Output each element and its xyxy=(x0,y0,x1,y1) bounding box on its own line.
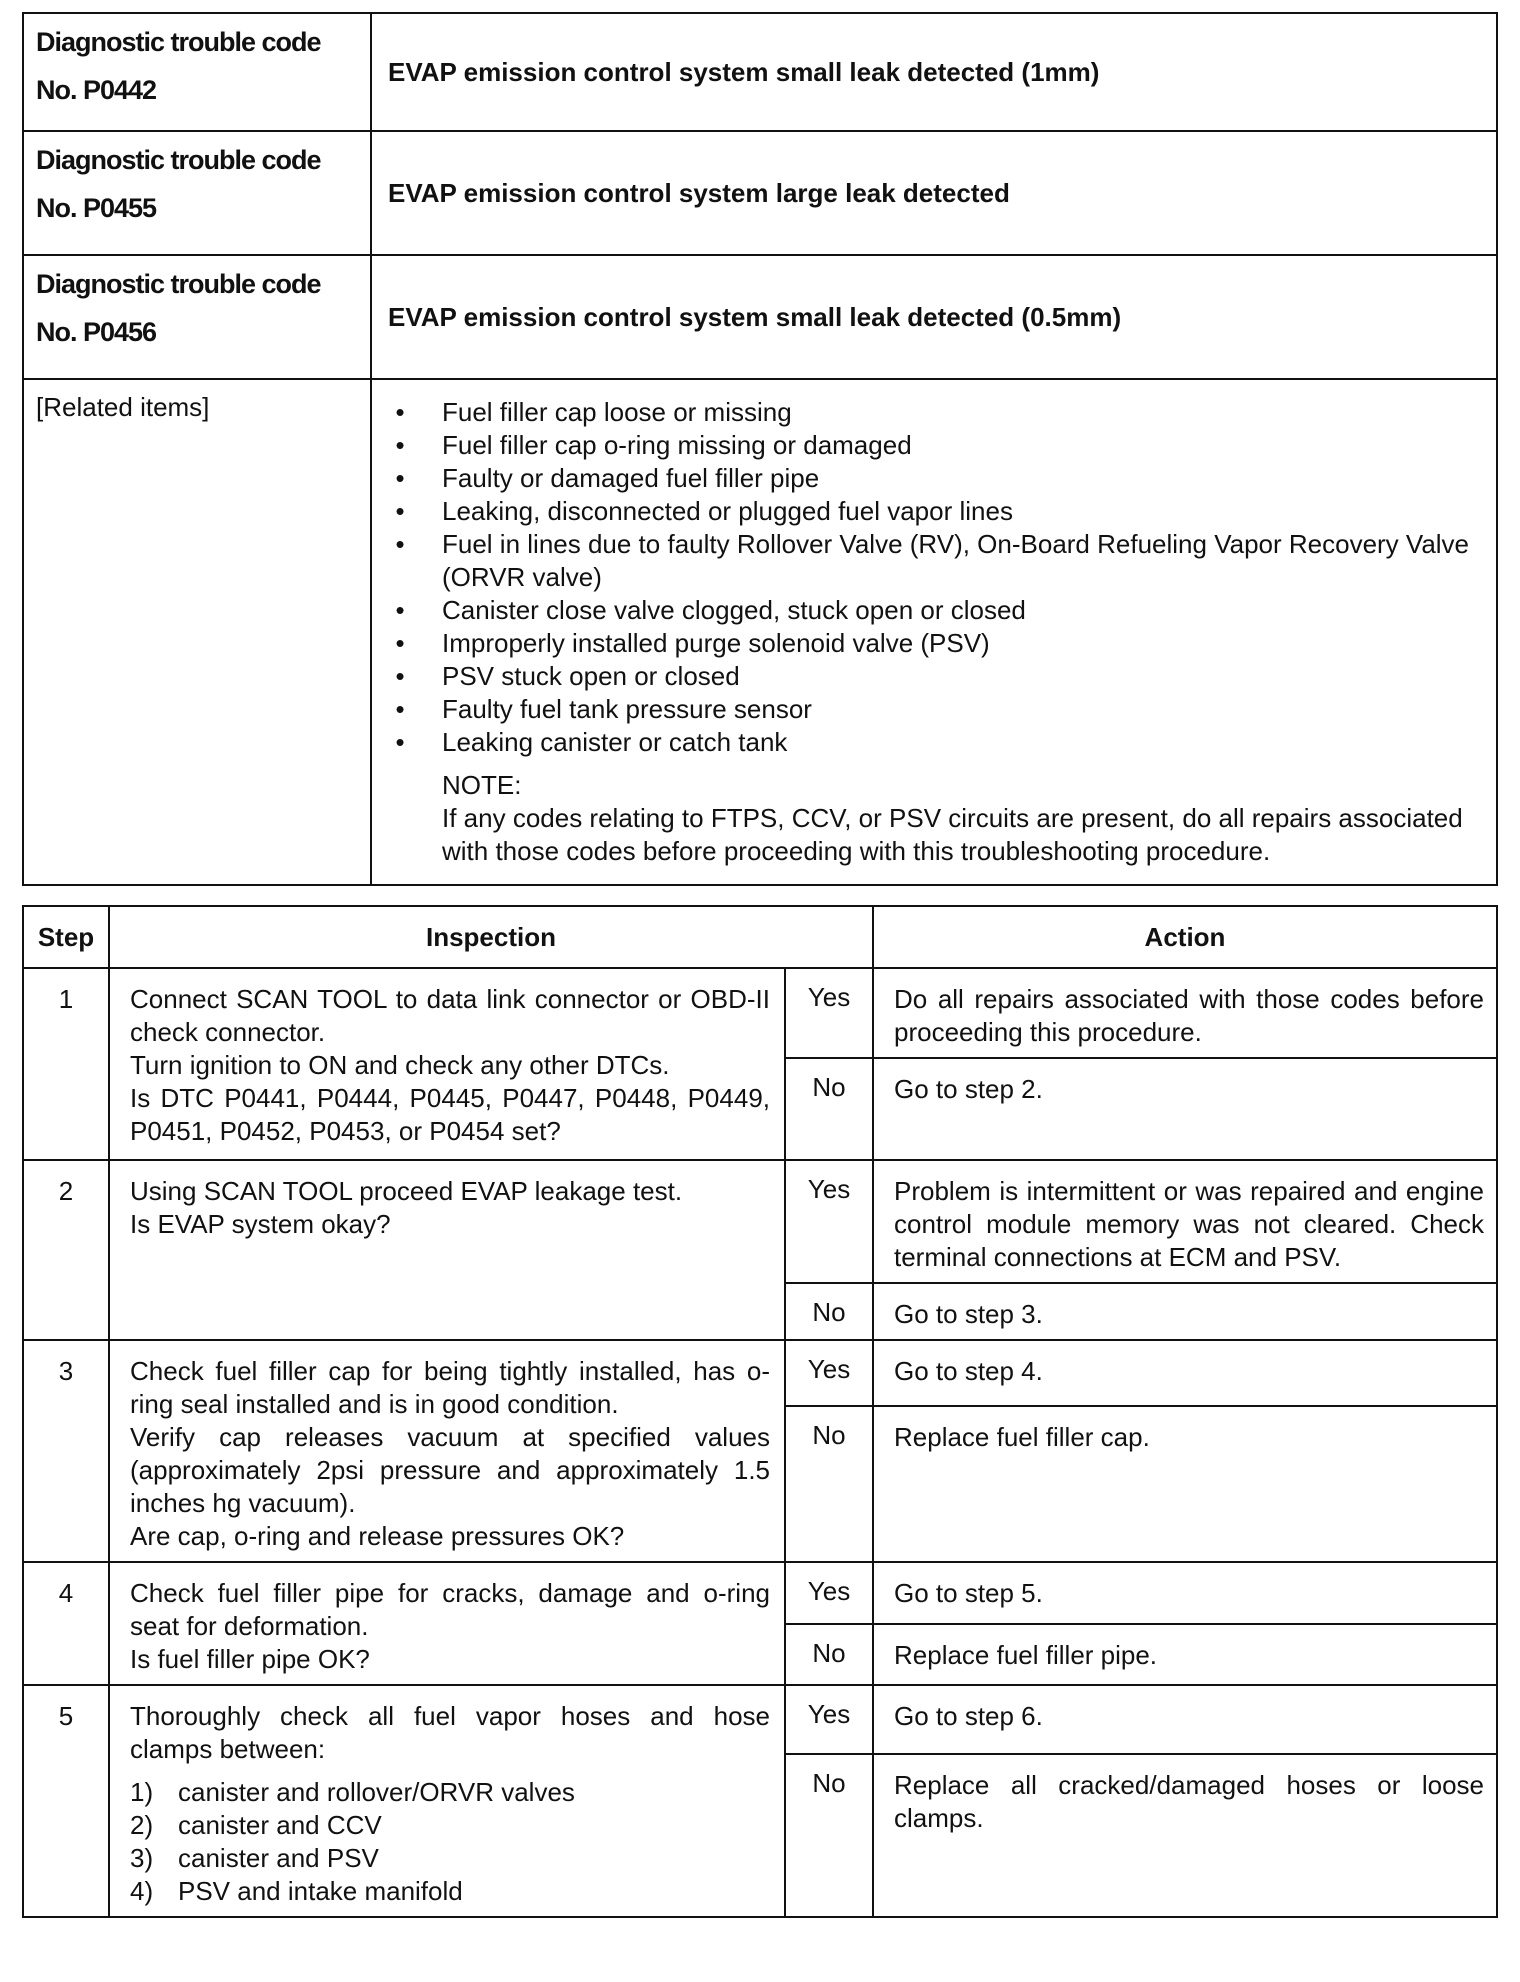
bullet-icon: • xyxy=(395,463,405,493)
related-item-text: Fuel in lines due to faulty Rollover Valve (RV), On-Board Refueling Vapor Recovery Valve (ORVR valve) xyxy=(442,529,1470,592)
related-item xyxy=(390,429,1480,462)
step-row xyxy=(23,1685,1497,1754)
related-item-text: Canister close valve clogged, stuck open or closed xyxy=(442,595,1026,625)
inspection-column-header: Inspection xyxy=(109,906,873,968)
inspection-line: Check fuel filler cap for being tightly installed, has o-ring seal installed and is in good condition. xyxy=(130,1356,770,1419)
bullet-icon: • xyxy=(395,694,405,724)
bullet-icon: • xyxy=(395,496,405,526)
step-inspection xyxy=(109,1160,785,1340)
related-item xyxy=(390,726,1480,759)
step-row xyxy=(23,1160,1497,1283)
dtc-label-line1: Diagnostic trouble code xyxy=(36,27,321,57)
related-item-text: Fuel filler cap o-ring missing or damaged xyxy=(442,430,912,460)
related-item xyxy=(390,495,1480,528)
bullet-icon: • xyxy=(395,661,405,691)
dtc-row xyxy=(23,255,1497,379)
no-label: No xyxy=(785,1406,873,1562)
dtc-description: EVAP emission control system small leak detected (0.5mm) xyxy=(371,255,1497,379)
inspection-line: Connect SCAN TOOL to data link connector or OBD-II check connector. xyxy=(130,984,770,1047)
step-inspection xyxy=(109,1562,785,1685)
related-item-text: PSV stuck open or closed xyxy=(442,661,740,691)
note-text: If any codes relating to FTPS, CCV, or PSV circuits are present, do all repairs associated with those codes before proceeding with this troubleshooting procedure. xyxy=(442,803,1463,866)
related-item-text: Faulty fuel tank pressure sensor xyxy=(442,694,812,724)
no-action: Replace fuel filler pipe. xyxy=(873,1624,1497,1686)
sub-item-text: canister and rollover/ORVR valves xyxy=(178,1777,575,1807)
dtc-code-label xyxy=(23,255,371,379)
bullet-icon: • xyxy=(395,595,405,625)
dtc-row xyxy=(23,13,1497,131)
step-number: 5 xyxy=(23,1685,109,1917)
yes-label: Yes xyxy=(785,968,873,1058)
no-label: No xyxy=(785,1283,873,1340)
yes-action: Do all repairs associated with those codes before proceeding this procedure. xyxy=(873,968,1497,1058)
related-item xyxy=(390,594,1480,627)
yes-action: Go to step 6. xyxy=(873,1685,1497,1754)
step-row xyxy=(23,1340,1497,1406)
steps-body xyxy=(23,968,1497,1917)
bullet-icon: • xyxy=(395,397,405,427)
no-action: Replace fuel filler cap. xyxy=(873,1406,1497,1562)
related-item xyxy=(390,462,1480,495)
sub-item-text: PSV and intake manifold xyxy=(178,1876,463,1906)
dtc-description: EVAP emission control system small leak detected (1mm) xyxy=(371,13,1497,131)
step-column-header: Step xyxy=(23,906,109,968)
steps-header-row xyxy=(23,906,1497,968)
dtc-description: EVAP emission control system large leak detected xyxy=(371,131,1497,255)
note-title: NOTE: xyxy=(442,770,522,800)
related-items-label: [Related items] xyxy=(23,379,371,885)
step-inspection xyxy=(109,968,785,1160)
action-column-header: Action xyxy=(873,906,1497,968)
step-number: 4 xyxy=(23,1562,109,1685)
dtc-code-number: No. P0455 xyxy=(36,193,157,223)
related-items-list xyxy=(390,396,1480,759)
inspection-line: Is EVAP system okay? xyxy=(130,1209,391,1239)
inspection-line: Is DTC P0441, P0444, P0445, P0447, P0448, P0449, P0451, P0452, P0453, or P0454 set? xyxy=(130,1083,770,1146)
related-item-text: Faulty or damaged fuel filler pipe xyxy=(442,463,820,493)
yes-label: Yes xyxy=(785,1685,873,1754)
related-item-text: Improperly installed purge solenoid valve (PSV) xyxy=(442,628,990,658)
inspection-line: Turn ignition to ON and check any other DTCs. xyxy=(130,1050,670,1080)
step-row xyxy=(23,968,1497,1058)
bullet-icon: • xyxy=(395,727,405,757)
inspection-sub-item xyxy=(130,1875,770,1908)
no-label: No xyxy=(785,1058,873,1160)
step-number: 3 xyxy=(23,1340,109,1562)
no-action: Replace all cracked/damaged hoses or loose clamps. xyxy=(873,1754,1497,1917)
related-item-text: Fuel filler cap loose or missing xyxy=(442,397,792,427)
sub-item-number: 3) xyxy=(130,1843,154,1873)
step-inspection xyxy=(109,1685,785,1917)
bullet-icon: • xyxy=(395,628,405,658)
no-action: Go to step 3. xyxy=(873,1283,1497,1340)
related-item-text: Leaking canister or catch tank xyxy=(442,727,788,757)
dtc-code-label xyxy=(23,131,371,255)
inspection-sub-item xyxy=(130,1809,770,1842)
dtc-row xyxy=(23,131,1497,255)
inspection-sub-list xyxy=(130,1776,770,1908)
step-number: 2 xyxy=(23,1160,109,1340)
inspection-line: Thoroughly check all fuel vapor hoses and hose clamps between: xyxy=(130,1701,770,1764)
step-number: 1 xyxy=(23,968,109,1160)
sub-item-text: canister and PSV xyxy=(178,1843,379,1873)
bullet-icon: • xyxy=(395,529,405,559)
note-block xyxy=(442,769,1480,868)
sub-item-number: 2) xyxy=(130,1810,154,1840)
dtc-label-line1: Diagnostic trouble code xyxy=(36,145,321,175)
related-item xyxy=(390,396,1480,429)
inspection-line: Is fuel filler pipe OK? xyxy=(130,1644,370,1674)
yes-label: Yes xyxy=(785,1340,873,1406)
dtc-header-table xyxy=(22,12,1498,886)
yes-action: Go to step 5. xyxy=(873,1562,1497,1624)
step-row xyxy=(23,1562,1497,1624)
no-label: No xyxy=(785,1624,873,1686)
no-label: No xyxy=(785,1754,873,1917)
dtc-label-line1: Diagnostic trouble code xyxy=(36,269,321,299)
related-item-text: Leaking, disconnected or plugged fuel vapor lines xyxy=(442,496,1013,526)
yes-label: Yes xyxy=(785,1160,873,1283)
yes-label: Yes xyxy=(785,1562,873,1624)
related-items-row xyxy=(23,379,1497,885)
sub-item-number: 4) xyxy=(130,1876,154,1906)
inspection-line: Are cap, o-ring and release pressures OK? xyxy=(130,1521,625,1551)
no-action: Go to step 2. xyxy=(873,1058,1497,1160)
inspection-line: Check fuel filler pipe for cracks, damage and o-ring seat for deformation. xyxy=(130,1578,770,1641)
related-items-cell xyxy=(371,379,1497,885)
related-item xyxy=(390,627,1480,660)
related-item xyxy=(390,693,1480,726)
inspection-line: Verify cap releases vacuum at specified values (approximately 2psi pressure and approximately 1.5 inches hg vacuum). xyxy=(130,1422,770,1518)
yes-action: Problem is intermittent or was repaired and engine control module memory was not cleared. Check terminal connections at ECM and PSV. xyxy=(873,1160,1497,1283)
dtc-code-number: No. P0456 xyxy=(36,317,157,347)
bullet-icon: • xyxy=(395,430,405,460)
inspection-line: Using SCAN TOOL proceed EVAP leakage test. xyxy=(130,1176,683,1206)
related-item xyxy=(390,528,1480,594)
yes-action: Go to step 4. xyxy=(873,1340,1497,1406)
step-inspection xyxy=(109,1340,785,1562)
sub-item-text: canister and CCV xyxy=(178,1810,382,1840)
sub-item-number: 1) xyxy=(130,1777,154,1807)
troubleshooting-steps-table xyxy=(22,905,1498,1918)
related-item xyxy=(390,660,1480,693)
inspection-sub-item xyxy=(130,1842,770,1875)
inspection-sub-item xyxy=(130,1776,770,1809)
dtc-code-label xyxy=(23,13,371,131)
dtc-code-number: No. P0442 xyxy=(36,75,157,105)
